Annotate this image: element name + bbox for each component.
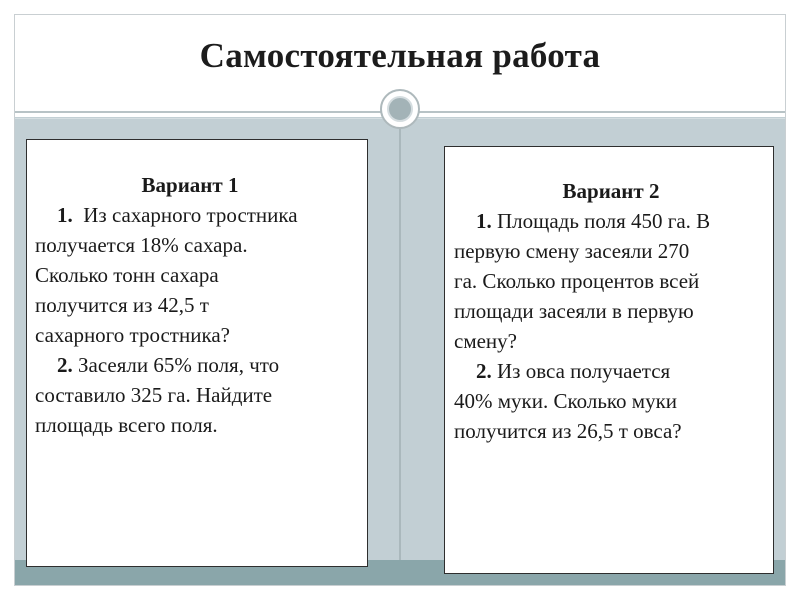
variant-1-task-1-line: получится из 42,5 т bbox=[35, 293, 209, 317]
slide-title: Самостоятельная работа bbox=[199, 36, 601, 75]
variant-1-task-1-line bbox=[35, 200, 365, 230]
variant-2-task-1-text: Площадь поля 450 га. В bbox=[491, 209, 711, 233]
variant-1-task-2-number: 2. bbox=[57, 353, 73, 377]
circle-ornament-inner bbox=[387, 96, 413, 122]
variant-2-text bbox=[454, 176, 772, 446]
variant-1-task-1-number: 1. bbox=[57, 203, 73, 227]
variant-1-heading: Вариант 1 bbox=[141, 173, 239, 197]
variant-2-task-2-line: 40% муки. Сколько муки bbox=[454, 389, 678, 413]
variant-2-task-1-line bbox=[454, 206, 772, 236]
variant-2-task-2-line: получится из 26,5 т овса? bbox=[454, 419, 682, 443]
variant-2-task-1-line: первую смену засеяли 270 bbox=[454, 239, 690, 263]
variant-2-card bbox=[444, 146, 774, 574]
variant-2-task-1-line: га. Сколько процентов всей bbox=[454, 269, 700, 293]
variant-2-task-2-text: Из овса получается bbox=[491, 359, 671, 383]
variant-1-text bbox=[35, 170, 365, 440]
variant-2-task-2-line bbox=[454, 356, 772, 386]
variant-1-card bbox=[26, 139, 368, 567]
variant-2-task-2-number: 2. bbox=[476, 359, 492, 383]
variant-1-task-2-line: составило 325 га. Найдите bbox=[35, 383, 273, 407]
variant-1-task-1-text: Из сахарного тростника bbox=[72, 203, 298, 227]
variant-1-task-1-line: Сколько тонн сахара bbox=[35, 263, 219, 287]
variant-2-task-1-line: площади засеяли в первую bbox=[454, 299, 694, 323]
variant-1-task-2-text: Засеяли 65% поля, что bbox=[72, 353, 280, 377]
variant-2-heading: Вариант 2 bbox=[562, 179, 660, 203]
variant-1-task-2-line bbox=[35, 350, 365, 380]
variant-1-task-2-line: площадь всего поля. bbox=[35, 413, 218, 437]
variant-2-task-1-line: смену? bbox=[454, 329, 517, 353]
variant-1-task-1-line: сахарного тростника? bbox=[35, 323, 230, 347]
circle-ornament-icon bbox=[380, 89, 420, 129]
variant-1-task-1-line: получается 18% сахара. bbox=[35, 233, 248, 257]
variant-2-task-1-number: 1. bbox=[476, 209, 492, 233]
center-divider bbox=[399, 119, 401, 560]
